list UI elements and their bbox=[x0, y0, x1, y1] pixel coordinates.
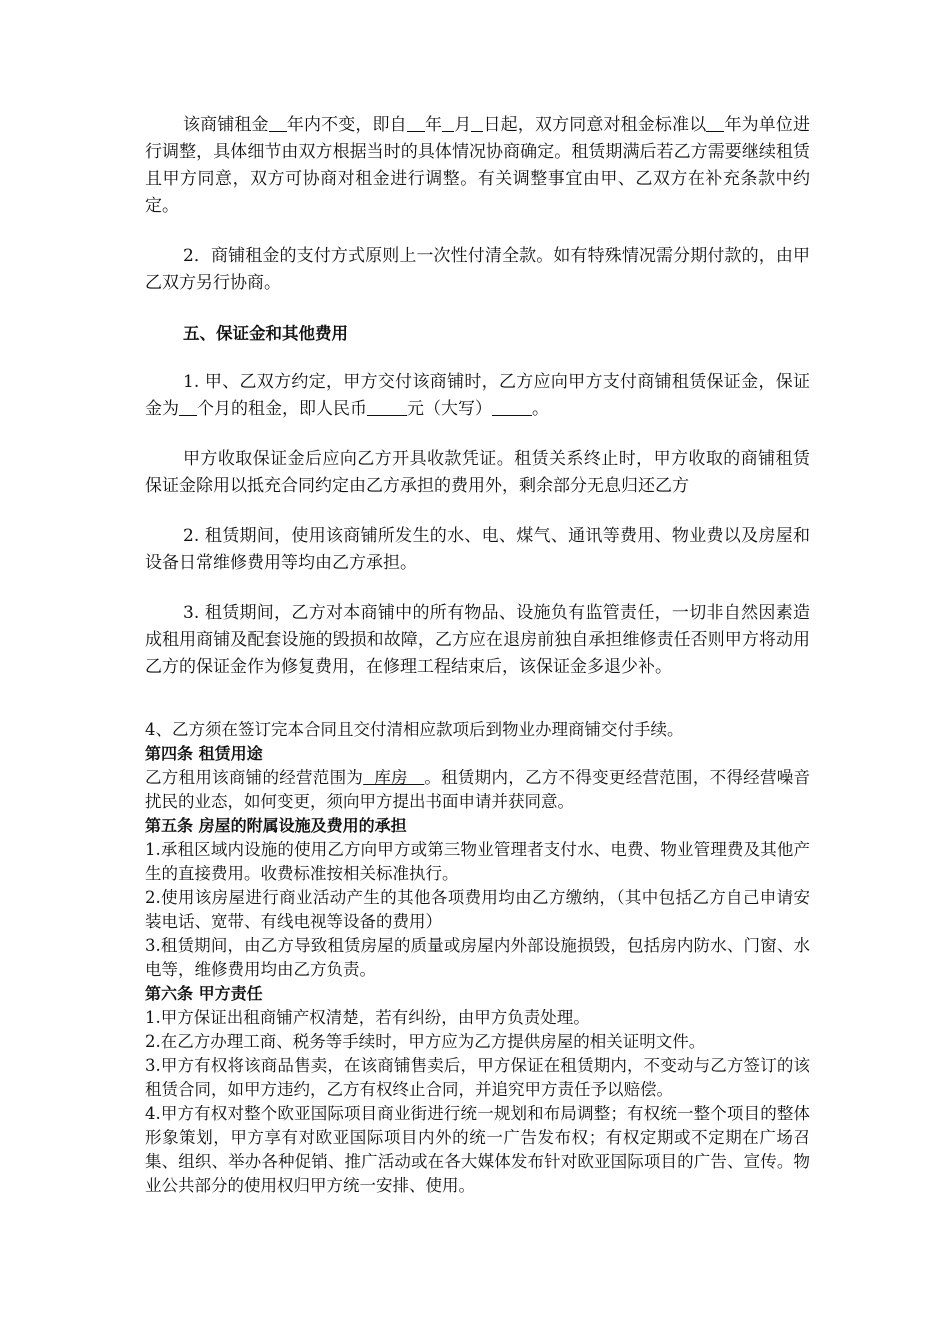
article-5-heading: 第五条 房屋的附属设施及费用的承担 bbox=[145, 816, 407, 835]
text-run: 月 bbox=[454, 115, 472, 135]
article-4-heading: 第四条 租赁用途 bbox=[145, 744, 263, 763]
supervision-paragraph: 3. 租赁期间，乙方对本商铺中的所有物品、设施负有监管责任，一切非自然因素造成租用商铺及配套设施的毁损和故障，乙方应在退房前独自承担维修责任否则甲方将动用乙方的保证金作为修复费用，在修理工程结束后，该保证金多退少补。 bbox=[145, 603, 810, 677]
blank-amount-words bbox=[492, 398, 532, 416]
text-run: 。 bbox=[532, 399, 549, 419]
usage-line bbox=[145, 766, 810, 814]
text-run: 元（大写） bbox=[407, 399, 492, 419]
lessor-duty-2: 2.在乙方办理工商、税务等手续时，甲方应为乙方提供房屋的相关证明文件。 bbox=[145, 1032, 706, 1051]
text-run: 1. 甲、乙双方约定，甲方交付该商铺时，乙方应向甲方支付商铺租赁保证金，保证金为 bbox=[145, 372, 810, 419]
utilities-paragraph: 2. 租赁期间，使用该商铺所发生的水、电、煤气、通讯等费用、物业费以及房屋和设备日常维修费用等均由乙方承担。 bbox=[145, 526, 810, 573]
contract-upper-section bbox=[145, 112, 810, 704]
rent-adjustment-paragraph bbox=[145, 112, 810, 220]
usage-scope-value: 库房 bbox=[363, 768, 425, 787]
section-heading-deposit: 五、保证金和其他费用 bbox=[183, 324, 348, 343]
text-run: 该商铺租金 bbox=[183, 115, 269, 135]
text-run: 日起，双方同意对租金标准以 bbox=[483, 115, 707, 135]
text-run: 乙方租用该商铺的经营范围为 bbox=[145, 768, 364, 787]
handover-line: 4、乙方须在签订完本合同且交付清相应款项后到物业办理商铺交付手续。 bbox=[145, 720, 684, 739]
text-run: 年为单位进行调整，具体细节由双方根据当时的具体情况协商确定。租赁期满后若乙方需要继续租赁且甲方同意，双方可协商对租金进行调整。有关调整事宜由甲、乙双方在补充条款中约定。 bbox=[145, 115, 811, 216]
contract-lower-section bbox=[145, 718, 810, 1198]
text-run: 年内不变，即自 bbox=[286, 115, 407, 135]
blank-adjust-years bbox=[706, 114, 724, 132]
lessor-duty-4: 4.甲方有权对整个欧亚国际项目商业街进行统一规划和布局调整；有权统一整个项目的整体形象策划，甲方享有对欧亚国际项目内外的统一广告发布权；有权定期或不定期在广场召集、组织、举办各种促销、推广活动或在各大媒体发布针对欧亚国际项目的广告、宣传。物业公共部分的使用权归甲方统一安排、使用。 bbox=[145, 1104, 810, 1195]
lessor-duty-3: 3.甲方有权将该商品售卖，在该商铺售卖后，甲方保证在租赁期内，不变动与乙方签订的该租赁合同，如甲方违约，乙方有权终止合同，并追究甲方责任予以赔偿。 bbox=[145, 1056, 810, 1099]
text-run: 。租赁期内，乙方不得变更经营范围，不得经营噪音扰民的业态，如何变更，须向甲方提出书面申请并获同意。 bbox=[145, 768, 811, 811]
lessor-duty-1: 1.甲方保证出租商铺产权清楚，若有纠纷，由甲方负责处理。 bbox=[145, 1008, 590, 1027]
blank-months bbox=[179, 398, 197, 416]
blank-day bbox=[471, 114, 483, 132]
deposit-paragraph bbox=[145, 369, 810, 423]
blank-years bbox=[269, 114, 287, 132]
blank-year bbox=[407, 114, 425, 132]
facility-line-1: 1.承租区域内设施的使用乙方向甲方或第三物业管理者支付水、电费、物业管理费及其他产生的直接费用。收费标准按相关标准执行。 bbox=[145, 840, 810, 883]
blank-month bbox=[442, 114, 454, 132]
blank-amount bbox=[367, 398, 407, 416]
facility-line-2: 2.使用该房屋进行商业活动产生的其他各项费用均由乙方缴纳，（其中包括乙方自己申请安装电话、宽带、有线电视等设备的费用） bbox=[145, 888, 810, 931]
payment-method-paragraph: 2．商铺租金的支付方式原则上一次性付清全款。如有特殊情况需分期付款的，由甲乙双方另行协商。 bbox=[145, 246, 810, 293]
article-6-heading: 第六条 甲方责任 bbox=[145, 984, 263, 1003]
deposit-receipt-paragraph: 甲方收取保证金后应向乙方开具收款凭证。租赁关系终止时，甲方收取的商铺租赁保证金除用以抵充合同约定由乙方承担的费用外，剩余部分无息归还乙方 bbox=[145, 449, 810, 496]
facility-line-3: 3.租赁期间，由乙方导致租赁房屋的质量或房屋内外部设施损毁，包括房内防水、门窗、水电等，维修费用均由乙方负责。 bbox=[145, 936, 810, 979]
text-run: 年 bbox=[424, 115, 443, 135]
text-run: 个月的租金，即人民币 bbox=[197, 399, 367, 419]
